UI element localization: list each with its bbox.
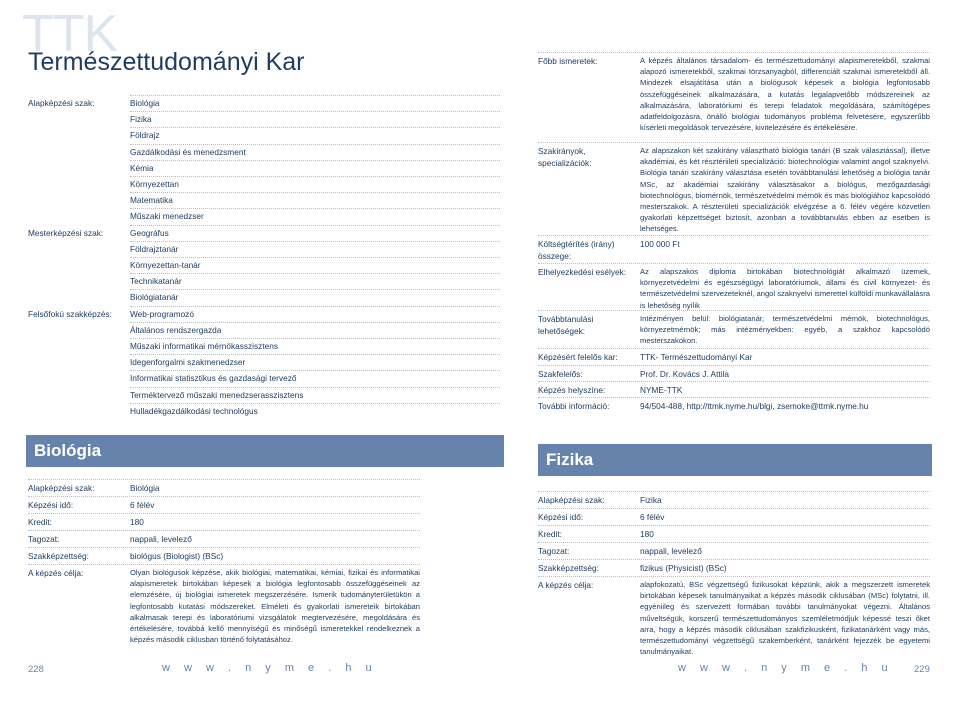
row-divider [130,208,500,209]
row-divider [538,235,930,236]
felso-item: Terméktervező műszaki menedzserasszisztens [130,389,304,400]
row-divider [538,542,930,543]
fizika-label: A képzés célja: [538,580,594,590]
fizika-value: fizikus (Physicist) (BSc) [640,563,727,573]
biologia-value: biológus (Biologist) (BSc) [130,551,224,561]
right-label: Költségtérítés (irány) összege: [538,239,615,261]
alap-item: Matematika [130,195,173,206]
row-divider [538,365,930,366]
row-divider [130,273,500,274]
fizika-value: 180 [640,529,654,539]
alap-item: Biológia [130,98,160,108]
right-value: NYME-TTK [640,385,683,395]
biologia-value: 180 [130,517,144,527]
right-value: A képzés általános társadalom- és természettudományi alapismeretekből, szakmai alapozó ismeretekből, szakmai törzsanyagból, differenciált szakmai ismeretekből áll. Mindezek elsajátítása után a biológusok képesek a biológia legfontosabb összefüggéseinek alkalmazására, a kutatás legalapvetőbb módszereinek az alkalmazására, laboratóriumi és terepi feladatok megoldására, számítógépes adatfeldolgozásra, önálló biológiai tudományos probléma felvetésére, egyszerűbb kísérleti megoldások tervezésére, kivitelezésére és értékelésére. [640,56,930,133]
row-divider [538,576,930,577]
alap-item: Gazdálkodási és menedzsment [130,146,246,157]
mester-item: Technikatanár [130,276,182,287]
row-divider [28,513,420,514]
right-label: Elhelyezkedési esélyek: [538,267,627,277]
fizika-value: 6 félév [640,512,665,522]
right-value: Az alapszakos diploma birtokában biotechnológiát alkalmazó üzemek, környezetvédelmi és egészségügyi laboratóriumok, állami és civil környezet- és természetvédelmi szervezeteknél, angol szaknyelvi ismerettel külföldi munkavállalásra is lehetőség nyílik [640,267,930,310]
biologia-value: Biológia [130,483,160,493]
biologia-label: A képzés célja: [28,568,84,578]
right-value: 100 000 Ft [640,239,680,249]
biologia-label: Alapképzési szak: [28,483,95,493]
biologia-label: Képzési idő: [28,500,74,510]
right-label: Szakfelelős: [538,369,583,379]
row-divider [538,310,930,311]
row-divider [130,192,500,193]
row-divider [130,95,500,96]
row-divider [130,225,500,226]
biologia-value: nappali, levelező [130,534,192,544]
section-header-biologia: Biológia [26,435,504,467]
right-label: Továbbtanulási lehetőségek: [538,314,594,336]
row-divider [130,306,500,307]
mester-item: Geográfus [130,227,169,238]
right-value: Az alapszakon két szakirány választható biológia tanári (B szak választással), illetve akadémiai, és két résztériileti specializáció: biotechnológiai valamint angol szaknyelvi. Biológia tanári szakirány választása esetén továbbtanulási lehetőség a biológia tanár MSc, az akadémiai szakirány választásakor a biológus, mezőgazdasági biotechnológus, biomérnök, természetvédelmi mérnök és más biológiához kapcsolódó mesterszakok. A részterületi specializációk elvégzése a 6. félév végére közvetlen gyakorlati képzettséget biztosít, azonban a továbbtanulás ebben az esetben is lehetséges. [640,146,930,234]
footer-url-right: w w w . n y m e . h u [678,662,894,674]
row-divider [28,564,420,565]
row-divider [130,241,500,242]
felso-item: Általános rendszergazda [130,324,222,335]
row-divider [130,354,500,355]
row-divider [28,547,420,548]
row-divider [538,559,930,560]
row-divider [130,322,500,323]
section-header-fizika: Fizika [538,444,932,476]
row-divider [538,52,930,53]
fizika-value: Fizika [640,495,662,505]
alap-label: Alapképzési szak: [28,98,95,108]
row-divider [130,403,500,404]
right-value: 94/504-488, http://ttmk.nyme.hu/blgi, zsemoke@ttmk.nyme.hu [640,401,869,411]
fizika-label: Képzési idő: [538,512,584,522]
mester-item: Környezettan-tanár [130,260,201,270]
page-title: Természettudományi Kar [28,48,305,76]
row-divider [130,370,500,371]
row-divider [130,387,500,388]
alap-item: Földrajz [130,130,160,141]
biologia-value: 6 félév [130,500,155,510]
alap-item: Környezettan [130,179,179,189]
felso-item: Informatikai statisztikus és gazdasági tervező [130,373,297,384]
felso-item: Műszaki informatikai mérnökasszisztens [130,341,279,351]
felso-item: Idegenforgalmi szakmenedzser [130,357,246,368]
fizika-label: Tagozat: [538,546,570,556]
row-divider [538,142,930,143]
right-label: Főbb ismeretek: [538,56,598,66]
page-number-left: 228 [28,664,44,675]
row-divider [130,144,500,145]
felso-item: Hulladékgazdálkodási technológus [130,405,258,416]
row-divider [538,508,930,509]
alap-item: Műszaki menedzser [130,211,204,222]
alap-item: Fizika [130,114,152,125]
right-value: Intézményen belül: biológiatanár, természetvédelmi mérnök, biotechnológus, környezetmérnök; más intézményekben: egyéb, a szakhoz kapcsolódó mesterszakokon. [640,314,930,346]
row-divider [130,338,500,339]
right-value: TTK- Természettudományi Kar [640,352,753,362]
row-divider [538,525,930,526]
fizika-value: nappali, levelező [640,546,702,556]
mester-item: Földrajztanár [130,243,179,254]
felso-label: Felsőfokú szakképzés: [28,308,112,319]
biologia-value: Olyan biológusok képzése, akik biológiai, matematikai, kémiai, fizikai és informatikai alapismeretek birtokában képesek a biológia legfontosabb összefüggéseinek az elemzésére, új biológiai ismeretek megszerzésére. Ismerik tudományterületükön a legfontosabb kutatási módszereket. Elméleti és gyakorlati ismereteik birtokában alkalmasak terepi és laboratóriumi vizsgálatok megtervezésére, megoldására és értékelésére, továbbá kellő mennyiségű és minőségű ismeretekkel rendelkeznek a képzés második ciklusban történő folytatásához. [130,568,420,645]
row-divider [130,176,500,177]
row-divider [28,479,420,480]
row-divider [538,348,930,349]
row-divider [538,397,930,398]
row-divider [538,381,930,382]
row-divider [28,530,420,531]
row-divider [130,111,500,112]
biologia-label: Szakképzettség: [28,551,89,561]
felso-item: Web-programozó [130,308,194,319]
right-label: Szakirányok, specializációk: [538,146,592,168]
alap-item: Kémia [130,162,154,173]
footer-url-left: w w w . n y m e . h u [162,662,378,674]
biologia-label: Kredit: [28,517,52,527]
fizika-label: Alapképzési szak: [538,495,605,505]
page-number-right: 229 [914,664,930,675]
row-divider [538,491,930,492]
row-divider [130,289,500,290]
row-divider [130,127,500,128]
fizika-label: Szakképzettség: [538,563,599,573]
row-divider [130,160,500,161]
row-divider [538,263,930,264]
watermark-ttk: TTK [22,5,118,63]
row-divider [130,257,500,258]
row-divider [28,496,420,497]
mester-item: Biológiatanár [130,292,179,303]
right-label: További információ: [538,401,610,411]
biologia-label: Tagozat: [28,534,60,544]
fizika-value: alapfokozatú, BSc végzettségű fizikusokat képzünk, akik a megszerzett ismeretek birtokában képesek tanulmányaikat a képzés második ciklusában (MSc) folytatni, ill. egyéniileg és szervezett formában további tanulmányokat végezni. Általános műveltségük, korszerű természettudományos szemléletmódjuk képessé teszi őket arra, hogy a képzés második ciklusában szakfizikusként, fizikatanárként vagy más, természettudományi végzettségű szakemberként, tanárként fejezzék be egyetemi tanulmányaikat. [640,580,930,657]
right-label: Képzésért felelős kar: [538,352,618,362]
right-label: Képzés helyszíne: [538,385,606,395]
right-value: Prof. Dr. Kovács J. Attila [640,369,729,379]
mester-label: Mesterképzési szak: [28,227,104,238]
fizika-label: Kredit: [538,529,562,539]
